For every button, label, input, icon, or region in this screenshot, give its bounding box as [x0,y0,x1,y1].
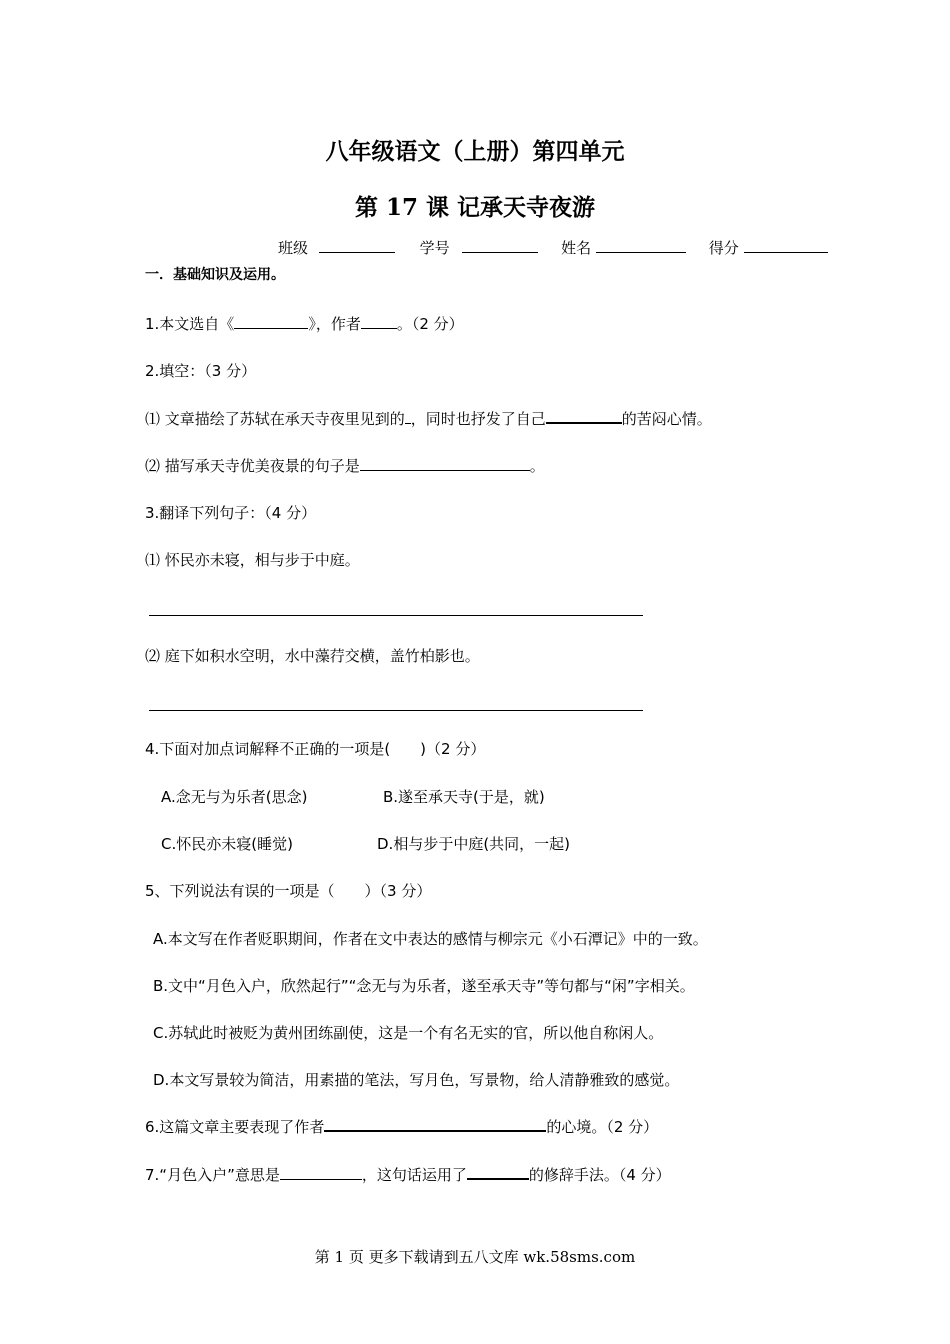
answer-line-2[interactable] [149,710,643,711]
q1-text-a: 1.本文选自《 [145,315,235,333]
answer-line-1[interactable] [149,615,643,616]
q4-option-a: A.念无与为乐者(思念) [161,788,308,806]
question-1 [145,313,464,334]
q2-2-text-a: ⑵ 描写承天寺优美夜景的句子是 [145,457,360,475]
section-heading: 一．基础知识及运用。 [145,267,285,283]
q6-text-b: 的心境。（2 分） [546,1118,659,1136]
class-blank[interactable] [319,251,395,253]
student-no-blank[interactable] [462,251,538,253]
q5-option-c: C.苏轼此时被贬为黄州团练副使，这是一个有名无实的官，所以他自称闲人。 [153,1024,664,1042]
q2-1-text-c: 的苦闷心情。 [621,410,712,428]
question-6 [145,1116,658,1137]
score-blank[interactable] [744,251,828,253]
question-2-title: 2.填空：（3 分） [145,362,257,380]
student-info-row [278,237,828,258]
q1-text-b: 》，作者 [308,315,361,333]
q2-1-blank-b[interactable] [546,421,622,424]
student-no-label: 学号 [419,239,450,257]
name-label: 姓名 [561,239,592,257]
q2-2-blank[interactable] [360,469,530,471]
q1-text-c: 。（2 分） [396,315,464,333]
q7-text-b: ，这句话运用了 [361,1166,467,1184]
q4-option-b: B.遂至承天寺(于是，就) [383,788,545,806]
q6-text-a: 6.这篇文章主要表现了作者 [145,1118,325,1136]
q5-option-d: D.本文写景较为简洁，用素描的笔法，写月色，写景物，给人清静雅致的感觉。 [153,1071,680,1089]
question-3-title: 3.翻译下列句子：（4 分） [145,504,317,522]
question-4-title: 4.下面对加点词解释不正确的一项是( )（2 分） [145,740,486,758]
q4-option-d: D.相与步于中庭(共同，一起) [377,835,571,853]
score-label: 得分 [708,239,739,257]
class-label: 班级 [278,239,309,257]
page-footer: 第 1 页 更多下载请到五八文库 wk.58sms.com [314,1248,636,1266]
q2-1-text-a: ⑴ 文章描绘了苏轼在承天寺夜里见到的 [145,410,405,428]
q2-2-text-b: 。 [529,457,545,475]
question-3-2: ⑵ 庭下如积水空明，水中藻荇交横，盖竹柏影也。 [145,647,480,665]
q7-text-a: 7.“月色入户”意思是 [145,1166,280,1184]
q7-text-c: 的修辞手法。（4 分） [528,1166,671,1184]
page-title: 八年级语文（上册）第四单元 [325,138,625,165]
q6-blank[interactable] [324,1129,546,1132]
question-2-2 [145,455,545,476]
question-7 [145,1164,671,1185]
q5-option-a: A.本文写在作者贬职期间，作者在文中表达的感情与柳宗元《小石潭记》中的一致。 [153,930,708,948]
q2-1-text-b: ，同时也抒发了自己 [410,410,546,428]
question-5-title: 5、下列说法有误的一项是（ ）（3 分） [145,882,432,900]
question-3-1: ⑴ 怀民亦未寝，相与步于中庭。 [145,551,360,569]
q1-blank-book[interactable] [234,327,308,329]
q7-blank-meaning[interactable] [280,1178,362,1180]
question-2-1 [145,408,712,429]
q7-blank-rhetoric[interactable] [467,1177,529,1180]
q1-blank-author[interactable] [361,327,397,329]
q4-option-c: C.怀民亦未寝(睡觉) [161,835,293,853]
name-blank[interactable] [596,251,686,253]
q5-option-b: B.文中“月色入户，欣然起行”“念无与为乐者，遂至承天寺”等句都与“闲”字相关。 [153,977,695,995]
lesson-title: 第 17 课 记承天寺夜游 [354,194,596,221]
